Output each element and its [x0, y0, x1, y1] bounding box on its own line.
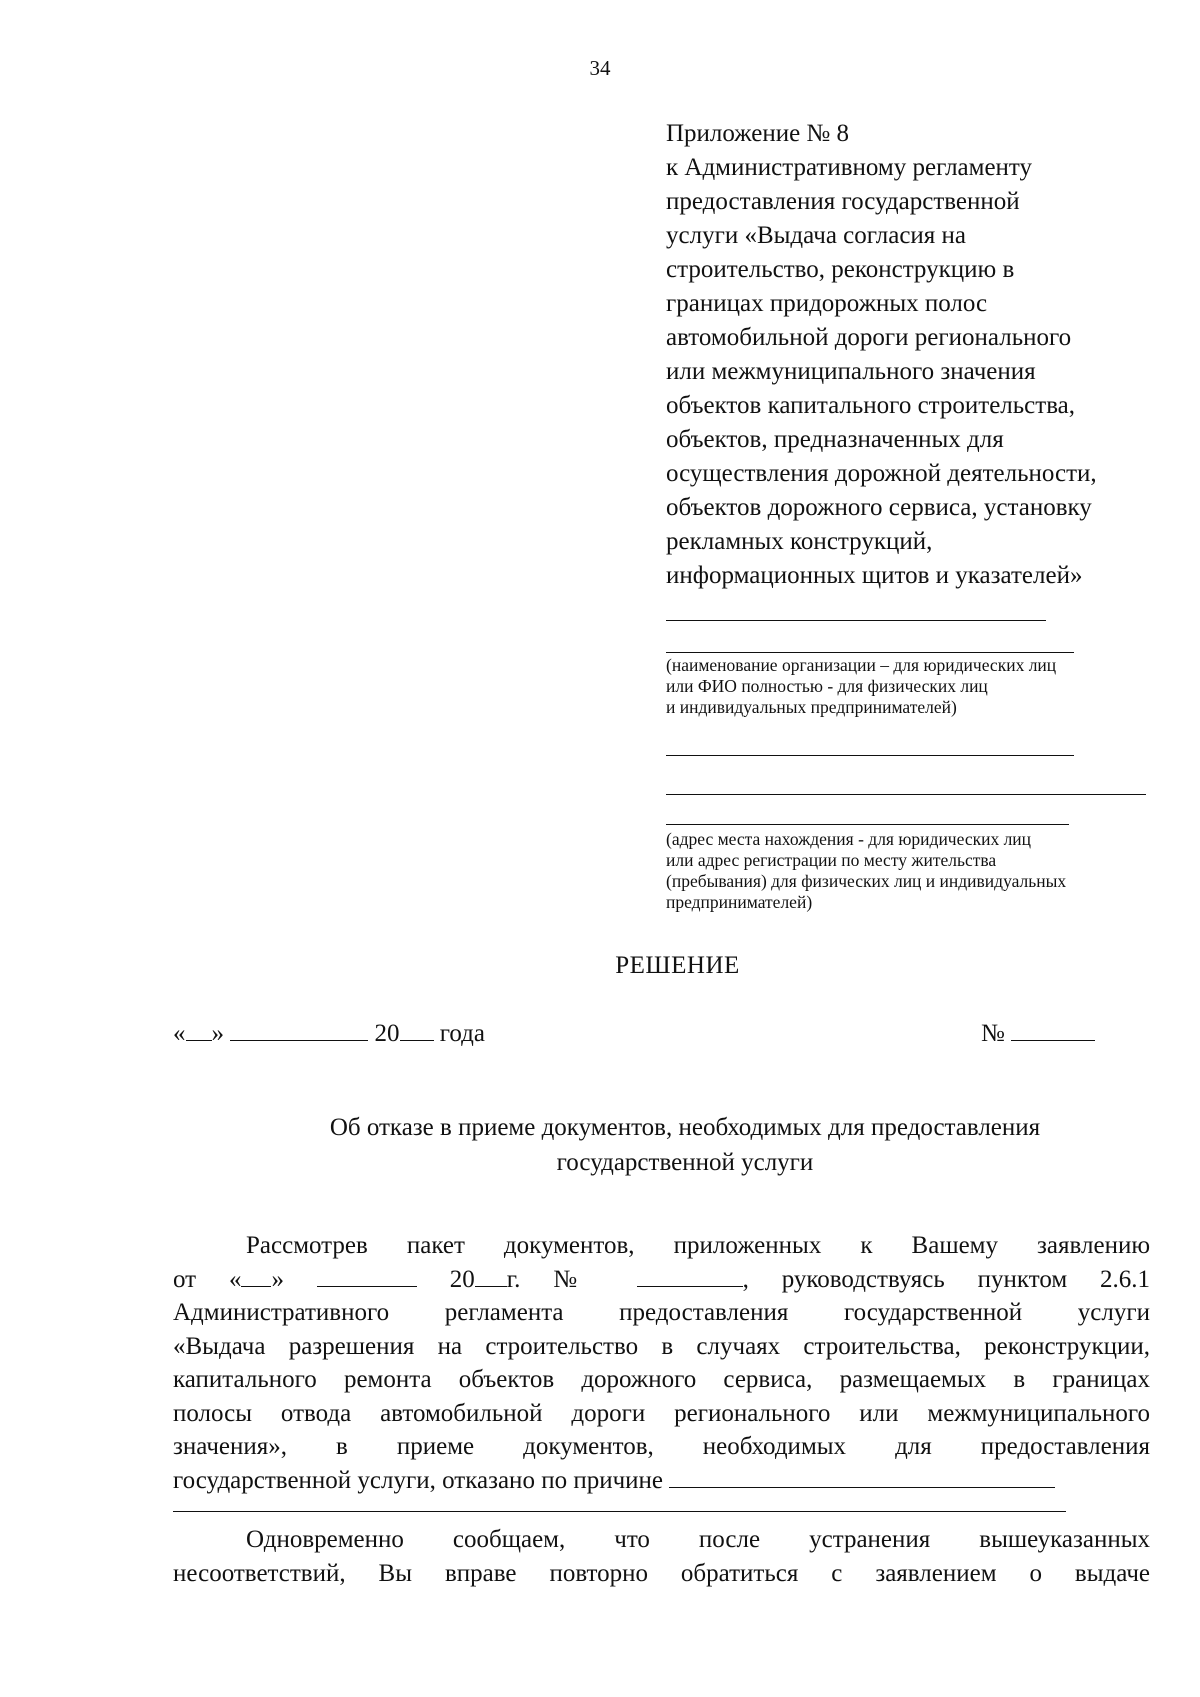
appendix-line: Приложение № 8 — [666, 120, 850, 147]
decision-title: РЕШЕНИЕ — [615, 952, 740, 979]
recipient-name-line — [666, 652, 1074, 653]
month-blank — [230, 1018, 368, 1041]
decision-date-line: « » 20 года — [173, 1020, 485, 1047]
appendix-line: объектов, предназначенных для — [666, 426, 1004, 453]
day-blank — [186, 1018, 212, 1041]
appendix-line: строительство, реконструкцию в — [666, 256, 1015, 283]
appendix-line: границах придорожных полос — [666, 290, 988, 317]
appendix-line: автомобильной дороги регионального — [666, 324, 1072, 351]
appendix-line: услуги «Выдача согласия на — [666, 222, 967, 249]
body-line: Административного регламента предоставления государственной услуги — [173, 1299, 1150, 1326]
reason-continuation-line — [173, 1511, 1066, 1512]
body-line: капитального ремонта объектов дорожного сервиса, размещаемых в границах — [173, 1366, 1150, 1393]
body-line: Одновременно сообщаем, что после устранения вышеуказанных — [246, 1526, 1150, 1553]
decision-number: № — [981, 1018, 1095, 1048]
recipient-address-line — [666, 824, 1069, 825]
recipient-address-line — [666, 794, 1146, 795]
appendix-line: информационных щитов и указателей» — [666, 562, 1083, 589]
body-line: государственной услуги, отказано по причине — [173, 1464, 1150, 1498]
number-blank — [1011, 1018, 1095, 1041]
appendix-line: или межмуниципального значения — [666, 358, 1036, 385]
page-number: 34 — [589, 56, 611, 80]
year-blank — [400, 1018, 434, 1041]
appendix-line: объектов капитального строительства, — [666, 392, 1076, 419]
appendix-line: предоставления государственной — [666, 188, 1020, 215]
recipient-address-note: (адрес места нахождения - для юридических лиц или адрес регистрации по месту жительства (пребывания) для физических лиц и индивидуальных предпринимателей) — [666, 829, 1067, 912]
recipient-name-line — [666, 620, 1046, 621]
recipient-address-line — [666, 755, 1074, 756]
body-line: полосы отвода автомобильной дороги регионального или межмуниципального — [173, 1399, 1150, 1427]
decision-body-paragraph — [173, 1523, 1150, 1590]
body-line: от « » 20 г. № , руководствуясь пунктом 2.6.1 — [173, 1265, 1151, 1293]
decision-body-paragraph — [173, 1229, 1150, 1497]
body-line: Рассмотрев пакет документов, приложенных к Вашему заявлению — [246, 1232, 1150, 1259]
appendix-header — [666, 117, 1166, 593]
body-line: значения», в приеме документов, необходимых для предоставления — [173, 1433, 1150, 1460]
appendix-line: объектов дорожного сервиса, установку — [666, 494, 1092, 521]
appendix-line: осуществления дорожной деятельности, — [666, 460, 1097, 487]
decision-subject: Об отказе в приеме документов, необходимых для предоставления государственной услуги — [329, 1114, 1041, 1176]
appendix-line: к Административному регламенту — [666, 154, 1033, 181]
appendix-line: рекламных конструкций, — [666, 528, 933, 555]
reason-blank — [669, 1465, 1055, 1488]
recipient-name-note: (наименование организации – для юридических лиц или ФИО полностью - для физических лиц и индивидуальных предпринимателей) — [666, 655, 1057, 717]
body-line: несоответствий, Вы вправе повторно обратиться с заявлением о выдаче — [173, 1559, 1150, 1587]
body-line: «Выдача разрешения на строительство в случаях строительства, реконструкции, — [173, 1332, 1150, 1360]
